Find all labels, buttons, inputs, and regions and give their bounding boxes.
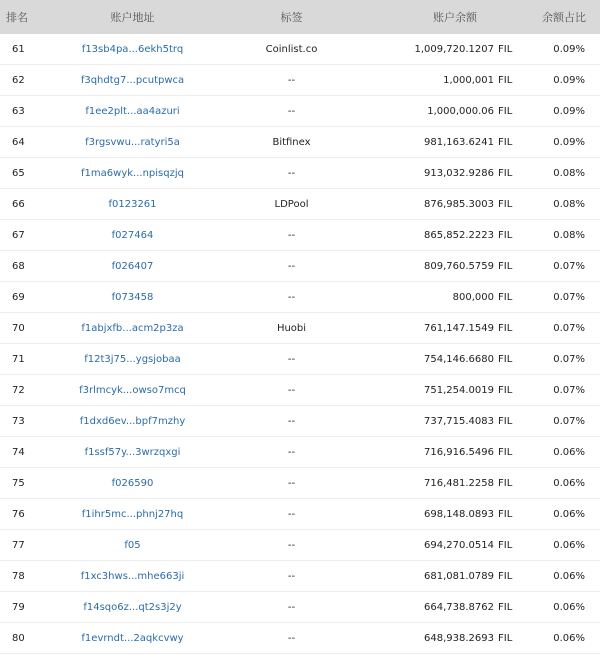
table-row bbox=[0, 530, 600, 561]
rank-cell: 70 bbox=[12, 322, 25, 334]
balance-unit: FIL bbox=[498, 43, 513, 55]
header-address: 账户地址 bbox=[110, 11, 155, 24]
balance-unit: FIL bbox=[498, 477, 513, 489]
tag-cell: -- bbox=[287, 446, 296, 458]
tag-cell: Huobi bbox=[276, 322, 307, 334]
address-cell bbox=[45, 230, 220, 241]
balance-unit: FIL bbox=[498, 105, 513, 117]
table-row bbox=[0, 127, 600, 158]
address-cell bbox=[45, 447, 220, 458]
ratio-cell: 0.09% bbox=[553, 105, 585, 117]
rank-cell: 80 bbox=[12, 632, 25, 644]
address-link[interactable]: f1ssf57y...3wrzqxgi bbox=[84, 446, 181, 458]
balance-cell bbox=[363, 571, 535, 582]
address-cell bbox=[45, 261, 220, 272]
ratio-cell: 0.06% bbox=[553, 570, 585, 582]
table-row bbox=[0, 437, 600, 468]
address-cell bbox=[45, 168, 220, 179]
address-cell bbox=[45, 199, 220, 210]
balance-unit: FIL bbox=[498, 136, 513, 148]
table-row bbox=[0, 96, 600, 127]
address-link[interactable]: f3qhdtg7...pcutpwca bbox=[80, 74, 185, 86]
tag-cell: -- bbox=[287, 384, 296, 396]
tag-cell: -- bbox=[287, 167, 296, 179]
balance-value: 809,760.5759 bbox=[424, 260, 494, 272]
address-link[interactable]: f1evrndt...2aqkcvwy bbox=[81, 632, 184, 644]
tag-cell: -- bbox=[287, 353, 296, 365]
table-row bbox=[0, 220, 600, 251]
balance-value: 1,000,000.06 bbox=[427, 105, 494, 117]
table-row bbox=[0, 468, 600, 499]
balance-unit: FIL bbox=[498, 508, 513, 520]
table-row bbox=[0, 561, 600, 592]
ratio-cell: 0.07% bbox=[553, 260, 585, 272]
balance-cell bbox=[363, 261, 535, 272]
balance-value: 876,985.3003 bbox=[424, 198, 494, 210]
rank-cell: 67 bbox=[12, 229, 25, 241]
rank-cell: 61 bbox=[12, 43, 25, 55]
rank-cell: 68 bbox=[12, 260, 25, 272]
rank-cell: 79 bbox=[12, 601, 25, 613]
table-row bbox=[0, 313, 600, 344]
rank-cell: 66 bbox=[12, 198, 25, 210]
address-link[interactable]: f1dxd6ev...bpf7mzhy bbox=[79, 415, 186, 427]
balance-value: 1,009,720.1207 bbox=[414, 43, 494, 55]
address-link[interactable]: f05 bbox=[124, 539, 141, 551]
balance-cell bbox=[363, 168, 535, 179]
address-cell bbox=[45, 137, 220, 148]
balance-value: 800,000 bbox=[452, 291, 494, 303]
table-row bbox=[0, 65, 600, 96]
ratio-cell: 0.08% bbox=[553, 167, 585, 179]
ratio-cell: 0.07% bbox=[553, 384, 585, 396]
ratio-cell: 0.09% bbox=[553, 43, 585, 55]
tag-cell: -- bbox=[287, 74, 296, 86]
balance-cell bbox=[363, 602, 535, 613]
balance-unit: FIL bbox=[498, 291, 513, 303]
table-row bbox=[0, 251, 600, 282]
balance-cell bbox=[363, 354, 535, 365]
balance-value: 716,481.2258 bbox=[424, 477, 494, 489]
balance-value: 694,270.0514 bbox=[424, 539, 494, 551]
balance-cell bbox=[363, 292, 535, 303]
table-row bbox=[0, 34, 600, 65]
rank-cell: 73 bbox=[12, 415, 25, 427]
address-cell bbox=[45, 571, 220, 582]
balance-cell bbox=[363, 44, 535, 55]
tag-cell: -- bbox=[287, 477, 296, 489]
balance-value: 865,852.2223 bbox=[424, 229, 494, 241]
address-link[interactable]: f027464 bbox=[111, 229, 154, 241]
tag-cell: -- bbox=[287, 539, 296, 551]
rank-cell: 72 bbox=[12, 384, 25, 396]
balance-cell bbox=[363, 416, 535, 427]
ratio-cell: 0.06% bbox=[553, 508, 585, 520]
tag-cell: -- bbox=[287, 291, 296, 303]
table-header bbox=[0, 0, 600, 34]
balance-unit: FIL bbox=[498, 446, 513, 458]
table-row bbox=[0, 623, 600, 654]
balance-value: 681,081.0789 bbox=[424, 570, 494, 582]
balance-value: 737,715.4083 bbox=[424, 415, 494, 427]
header-balance: 账户余额 bbox=[433, 11, 477, 24]
ratio-cell: 0.07% bbox=[553, 415, 585, 427]
balance-value: 754,146.6680 bbox=[424, 353, 494, 365]
header-rank: 排名 bbox=[6, 11, 28, 24]
ratio-cell: 0.06% bbox=[553, 601, 585, 613]
address-cell bbox=[45, 478, 220, 489]
ratio-cell: 0.06% bbox=[553, 446, 585, 458]
tag-cell: -- bbox=[287, 570, 296, 582]
address-link[interactable]: f073458 bbox=[111, 291, 154, 303]
address-link[interactable]: f1xc3hws...mhe663ji bbox=[80, 570, 185, 582]
tag-cell: -- bbox=[287, 105, 296, 117]
address-link[interactable]: f14sqo6z...qt2s3j2y bbox=[83, 601, 182, 613]
rank-cell: 78 bbox=[12, 570, 25, 582]
rank-cell: 64 bbox=[12, 136, 25, 148]
balance-value: 981,163.6241 bbox=[424, 136, 494, 148]
rank-cell: 75 bbox=[12, 477, 25, 489]
balance-cell bbox=[363, 385, 535, 396]
address-cell bbox=[45, 44, 220, 55]
balance-value: 761,147.1549 bbox=[424, 322, 494, 334]
balance-cell bbox=[363, 540, 535, 551]
ratio-cell: 0.07% bbox=[553, 353, 585, 365]
ratio-cell: 0.07% bbox=[553, 291, 585, 303]
address-link[interactable]: f13sb4pa...6ekh5trq bbox=[81, 43, 184, 55]
balance-unit: FIL bbox=[498, 167, 513, 179]
address-cell bbox=[45, 509, 220, 520]
tag-cell: LDPool bbox=[274, 198, 309, 210]
balance-value: 648,938.2693 bbox=[424, 632, 494, 644]
address-cell bbox=[45, 385, 220, 396]
address-link[interactable]: f3rgsvwu...ratyri5a bbox=[85, 136, 180, 148]
address-link[interactable]: f12t3j75...ygsjobaa bbox=[84, 353, 181, 365]
header-ratio: 余额占比 bbox=[542, 11, 586, 24]
balance-unit: FIL bbox=[498, 384, 513, 396]
balance-cell bbox=[363, 75, 535, 86]
balance-cell bbox=[363, 137, 535, 148]
address-cell bbox=[45, 354, 220, 365]
ratio-cell: 0.09% bbox=[553, 74, 585, 86]
address-link[interactable]: f1ee2plt...aa4azuri bbox=[85, 105, 180, 117]
rank-cell: 69 bbox=[12, 291, 25, 303]
balance-value: 716,916.5496 bbox=[424, 446, 494, 458]
balance-value: 751,254.0019 bbox=[424, 384, 494, 396]
balance-cell bbox=[363, 323, 535, 334]
balance-value: 913,032.9286 bbox=[424, 167, 494, 179]
tag-cell: -- bbox=[287, 229, 296, 241]
balance-unit: FIL bbox=[498, 260, 513, 272]
tag-cell: -- bbox=[287, 632, 296, 644]
table-row bbox=[0, 375, 600, 406]
balance-cell bbox=[363, 447, 535, 458]
balance-value: 698,148.0893 bbox=[424, 508, 494, 520]
balance-unit: FIL bbox=[498, 198, 513, 210]
balance-unit: FIL bbox=[498, 570, 513, 582]
address-cell bbox=[45, 633, 220, 644]
table-row bbox=[0, 344, 600, 375]
address-cell bbox=[45, 106, 220, 117]
address-link[interactable]: f1ma6wyk...npisqzjq bbox=[81, 167, 184, 179]
balance-cell bbox=[363, 478, 535, 489]
header-tag: 标签 bbox=[280, 11, 303, 24]
balance-cell bbox=[363, 199, 535, 210]
address-link[interactable]: f026590 bbox=[111, 477, 154, 489]
rank-cell: 63 bbox=[12, 105, 25, 117]
ratio-cell: 0.08% bbox=[553, 229, 585, 241]
balance-unit: FIL bbox=[498, 601, 513, 613]
balance-unit: FIL bbox=[498, 632, 513, 644]
balance-cell bbox=[363, 509, 535, 520]
tag-cell: -- bbox=[287, 260, 296, 272]
address-link[interactable]: f0123261 bbox=[108, 198, 157, 210]
balance-cell bbox=[363, 230, 535, 241]
balance-value: 664,738.8762 bbox=[424, 601, 494, 613]
rank-cell: 71 bbox=[12, 353, 25, 365]
balance-unit: FIL bbox=[498, 229, 513, 241]
balance-value: 1,000,001 bbox=[443, 74, 494, 86]
address-link[interactable]: f3rlmcyk...owso7mcq bbox=[79, 384, 186, 396]
table-row bbox=[0, 499, 600, 530]
table-row bbox=[0, 189, 600, 220]
balance-unit: FIL bbox=[498, 415, 513, 427]
rank-cell: 76 bbox=[12, 508, 25, 520]
ratio-cell: 0.08% bbox=[553, 198, 585, 210]
table-row bbox=[0, 282, 600, 313]
address-link[interactable]: f1abjxfb...acm2p3za bbox=[81, 322, 184, 334]
rank-cell: 62 bbox=[12, 74, 25, 86]
ratio-cell: 0.06% bbox=[553, 477, 585, 489]
rank-cell: 77 bbox=[12, 539, 25, 551]
balance-unit: FIL bbox=[498, 353, 513, 365]
ratio-cell: 0.06% bbox=[553, 632, 585, 644]
tag-cell: Coinlist.co bbox=[265, 43, 318, 55]
tag-cell: -- bbox=[287, 415, 296, 427]
tag-cell: Bitfinex bbox=[272, 136, 311, 148]
balance-unit: FIL bbox=[498, 539, 513, 551]
table-body bbox=[0, 34, 600, 654]
table-row bbox=[0, 158, 600, 189]
table-row bbox=[0, 406, 600, 437]
address-cell bbox=[45, 323, 220, 334]
balance-cell bbox=[363, 633, 535, 644]
balance-unit: FIL bbox=[498, 74, 513, 86]
address-cell bbox=[45, 292, 220, 303]
tag-cell: -- bbox=[287, 601, 296, 613]
balance-unit: FIL bbox=[498, 322, 513, 334]
address-cell bbox=[45, 602, 220, 613]
rank-cell: 74 bbox=[12, 446, 25, 458]
ratio-cell: 0.07% bbox=[553, 322, 585, 334]
address-link[interactable]: f1ihr5mc...phnj27hq bbox=[81, 508, 184, 520]
ratio-cell: 0.06% bbox=[553, 539, 585, 551]
address-cell bbox=[45, 416, 220, 427]
balance-cell bbox=[363, 106, 535, 117]
address-cell bbox=[45, 540, 220, 551]
address-link[interactable]: f026407 bbox=[111, 260, 154, 272]
table-row bbox=[0, 592, 600, 623]
tag-cell: -- bbox=[287, 508, 296, 520]
rank-cell: 65 bbox=[12, 167, 25, 179]
address-cell bbox=[45, 75, 220, 86]
ratio-cell: 0.09% bbox=[553, 136, 585, 148]
